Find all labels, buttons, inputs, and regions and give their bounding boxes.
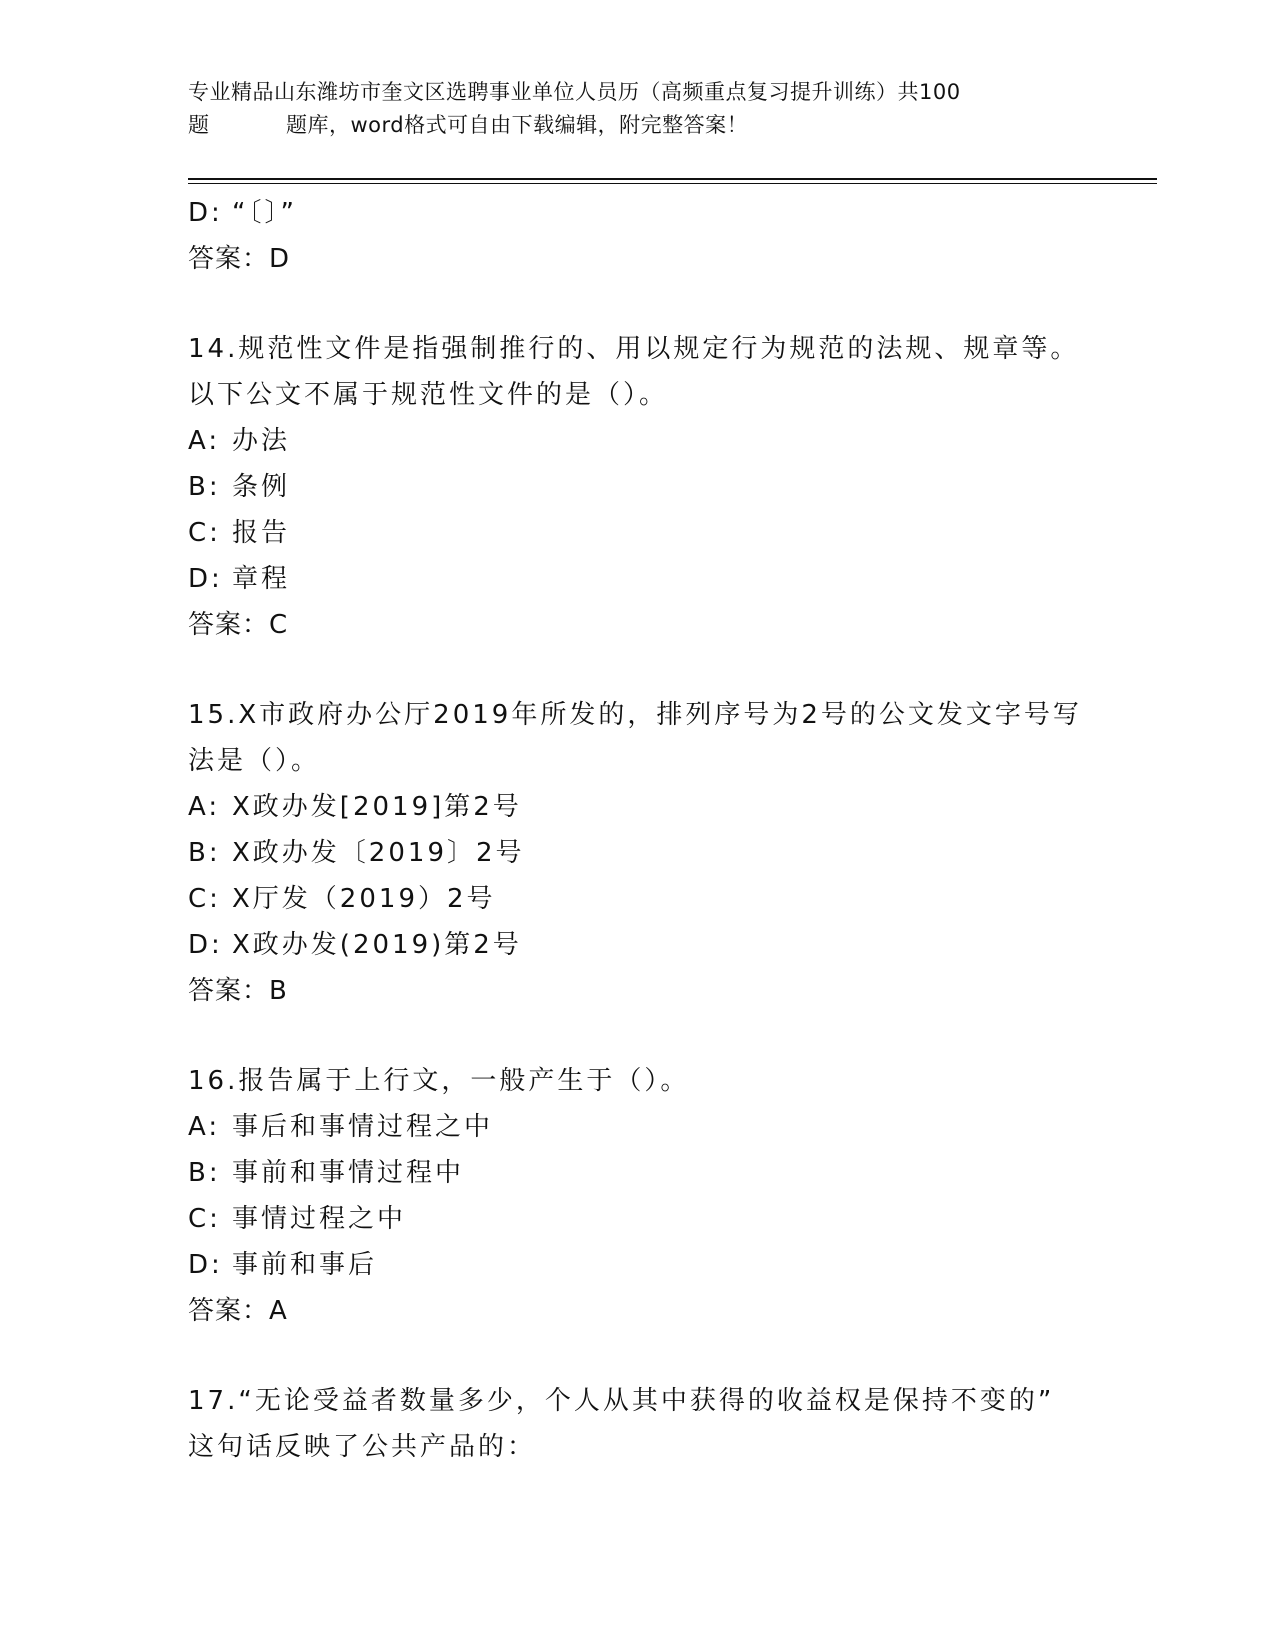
page-header	[188, 76, 1088, 142]
option-label: C:	[188, 884, 221, 914]
option-label: B:	[188, 838, 221, 868]
option-text: 事后和事情过程之中	[232, 1112, 494, 1142]
option-text: 事情过程之中	[232, 1204, 407, 1234]
question-block	[188, 692, 1088, 1014]
answer-option	[188, 1104, 1088, 1150]
option-label: C:	[188, 518, 221, 548]
option-label: D:	[188, 930, 223, 960]
answer-key: 答案：C	[188, 610, 289, 640]
block-spacer	[188, 1014, 1088, 1058]
question-text-line: 以下公文不属于规范性文件的是（）。	[188, 380, 669, 410]
answer-option	[188, 418, 1088, 464]
block-spacer	[188, 1334, 1088, 1378]
option-label: A:	[188, 426, 221, 456]
option-label: A:	[188, 1112, 221, 1142]
option-text: 办法	[232, 426, 291, 456]
option-label: A:	[188, 792, 221, 822]
question-block	[188, 1378, 1088, 1470]
question-text-line: 16.报告属于上行文，一般产生于（）。	[188, 1066, 690, 1096]
question-text-line: 法是（）。	[188, 746, 321, 776]
answer-option	[188, 464, 1088, 510]
question-text-line: 14.规范性文件是指强制推行的、用以规定行为规范的法规、规章等。	[188, 334, 1080, 364]
header-line-2-left: 题	[188, 113, 210, 137]
header-line-2-right: 题库，word格式可自由下载编辑，附完整答案！	[286, 113, 749, 137]
option-text: X政办发(2019)第2号	[232, 930, 522, 960]
answer-option	[188, 784, 1088, 830]
question-block	[188, 190, 1088, 282]
option-text: “〔〕”	[232, 198, 297, 228]
answer-key: 答案：D	[188, 244, 291, 274]
header-rule-thick	[188, 178, 1157, 180]
question-block	[188, 326, 1088, 648]
answer-option	[188, 830, 1088, 876]
question-text-line: 15.X市政府办公厅2019年所发的，排列序号为2号的公文发文字号写	[188, 700, 1082, 730]
option-text: X政办发〔2019〕2号	[232, 838, 525, 868]
option-label: B:	[188, 1158, 221, 1188]
option-label: D:	[188, 1250, 223, 1280]
option-text: 事前和事情过程中	[232, 1158, 465, 1188]
option-label: D:	[188, 564, 223, 594]
header-line-2	[188, 109, 1088, 142]
answer-key: 答案：B	[188, 976, 288, 1006]
answer-option	[188, 876, 1088, 922]
answer-option	[188, 556, 1088, 602]
block-spacer	[188, 648, 1088, 692]
option-text: 事前和事后	[232, 1250, 378, 1280]
answer-option	[188, 1196, 1088, 1242]
question-block	[188, 1058, 1088, 1334]
option-text: 条例	[232, 472, 291, 502]
block-spacer	[188, 282, 1088, 326]
header-rule-thin	[188, 183, 1157, 184]
option-label: B:	[188, 472, 221, 502]
answer-option	[188, 1150, 1088, 1196]
answer-option	[188, 510, 1088, 556]
option-text: 报告	[232, 518, 291, 548]
option-text: X政办发[2019]第2号	[232, 792, 522, 822]
question-text-line: 这句话反映了公共产品的：	[188, 1432, 537, 1462]
option-text: X厅发（2019）2号	[232, 884, 496, 914]
option-label: D:	[188, 198, 223, 228]
question-text-line: 17.“无论受益者数量多少，个人从其中获得的收益权是保持不变的”	[188, 1386, 1055, 1416]
option-label: C:	[188, 1204, 221, 1234]
answer-key: 答案：A	[188, 1296, 288, 1326]
answer-option	[188, 190, 1088, 236]
answer-option	[188, 1242, 1088, 1288]
answer-option	[188, 922, 1088, 968]
question-list	[188, 190, 1088, 1470]
option-text: 章程	[232, 564, 291, 594]
header-line-1: 专业精品山东潍坊市奎文区选聘事业单位人员历（高频重点复习提升训练）共100	[188, 80, 961, 104]
